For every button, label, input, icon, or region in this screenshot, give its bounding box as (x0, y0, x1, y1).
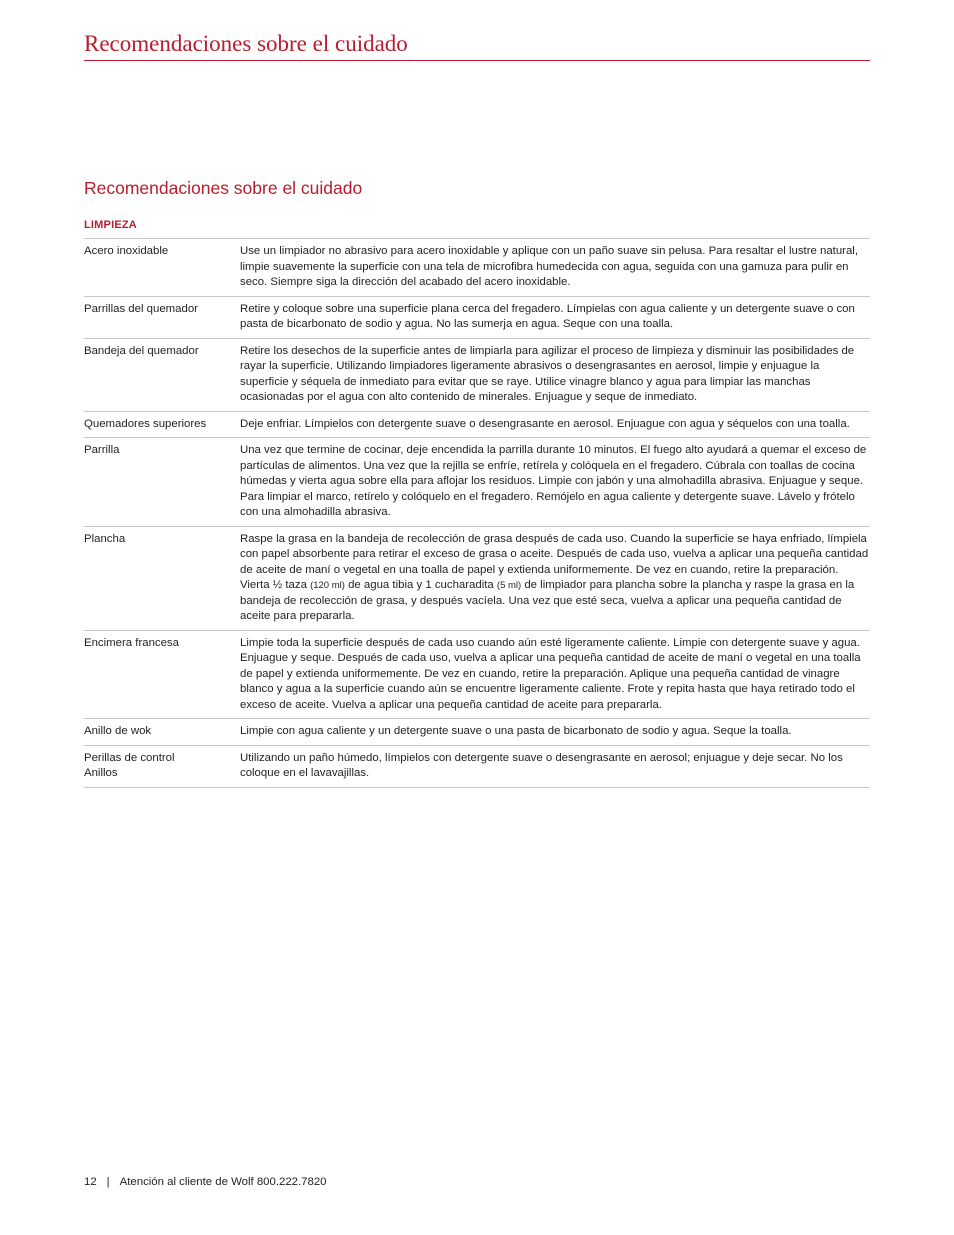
table-row (84, 297, 870, 339)
subsection-title: LIMPIEZA (84, 219, 137, 231)
page-title: Recomendaciones sobre el cuidado (84, 31, 408, 56)
desc-text: de limpiador para plancha sobre la plancha y raspe la grasa en la bandeja de recolección de grasa, y después vacíela. Una vez que esté seca, vuelva a aplicar una pequeña cantidad de aceite para prepararla. (240, 579, 855, 622)
row-label: Anillo de wok (84, 725, 152, 737)
row-label-line: Perillas de control (84, 751, 175, 764)
row-description: Utilizando un paño húmedo, límpielos con detergente suave o desengrasante en aerosol; enjuague y deje secar. No los coloque en el lavavajillas. (240, 751, 843, 779)
desc-text: de agua tibia y 1 cucharadita (344, 579, 497, 591)
page-number: 12 (84, 1176, 97, 1188)
table-row (84, 438, 870, 527)
row-description: Limpie toda la superficie después de cada uso cuando aún esté ligeramente caliente. Limpie con detergente suave y agua. Enjuague y seque. Después de cada uso, vuelva a aplicar una pequeña cantidad de aceite de maní o vegetal en una toalla de papel y extienda uniformemente. De vez en cuando, retire la preparación. Aplique una pequeña cantidad de vinagre blanco y agua a la superficie cuando aún se encuentre ligeramente caliente. Frote y repita hasta que haya retirado todo el exceso de aceite. Vuelva a aplicar una pequeña cantidad de aceite para prepararla. (240, 636, 861, 711)
row-description: Limpie con agua caliente y un detergente suave o una pasta de bicarbonato de sodio y agua. Seque la toalla. (240, 725, 792, 737)
table-row (84, 719, 870, 746)
page-header (84, 30, 870, 61)
customer-service-text: Atención al cliente de Wolf 800.222.7820 (119, 1176, 327, 1188)
row-label-line: Anillos (84, 767, 118, 779)
row-description (240, 532, 870, 625)
measure-text: (5 ml) (496, 580, 522, 591)
table-row (84, 746, 870, 788)
care-table (84, 238, 870, 788)
row-description: Deje enfriar. Límpielos con detergente suave o desengrasante en aerosol. Enjuague con agua y séquelos con una toalla. (240, 417, 850, 430)
table-row (84, 631, 870, 720)
desc-text: Raspe la grasa en la bandeja de recolección de grasa después de cada uso. Cuando la superficie se haya enfriado, límpiela con papel absorbente para retirar el exceso de grasa o aceite. Después de cada uso, vuelva a aplicar una pequeña cantidad de aceite de maní o vegetal en una toalla de papel y extienda uniformemente. De vez en cuando, retire la preparación. Vierta ½ taza (240, 532, 869, 591)
row-label: Parrillas del quemador (84, 302, 198, 315)
row-description: Una vez que termine de cocinar, deje encendida la parrilla durante 10 minutos. El fuego alto ayudará a quemar el exceso de partículas de alimentos. Una vez que la rejilla se enfríe, retírela y colóquela en el fregadero. Cúbrala con toallas de cocina húmedas y vierta agua sobre ella para aflojar los residuos. Limpie con jabón y una almohadilla abrasiva. Enjuague y seque. Para limpiar el marco, retírelo y colóquelo en el fregadero. Remójelo en agua caliente y detergente suave. Lávelo y frótelo con una almohadilla abrasiva. (240, 444, 867, 518)
row-description: Retire y coloque sobre una superficie plana cerca del fregadero. Límpielas con agua caliente y un detergente suave o con pasta de bicarbonato de sodio y agua. No las sumerja en agua. Seque con una toalla. (240, 302, 855, 330)
measure-text: (120 ml) (310, 580, 345, 591)
row-description: Use un limpiador no abrasivo para acero inoxidable y aplique con un paño suave sin pelusa. Para resaltar el lustre natural, limpie suavemente la superficie con una tela de microfibra humedecida con agua, seguida con una gamuza para pulir en seco. Siempre siga la dirección del acabado del acero inoxidable. (240, 245, 858, 288)
table-row (84, 412, 870, 439)
table-row (84, 527, 870, 631)
section-title: Recomendaciones sobre el cuidado (84, 178, 363, 198)
row-label: Bandeja del quemador (84, 344, 199, 357)
table-row (84, 339, 870, 412)
row-label: Acero inoxidable (84, 245, 169, 257)
page-footer (84, 1176, 327, 1188)
footer-separator: | (106, 1176, 110, 1188)
row-label: Plancha (84, 532, 126, 545)
row-label (84, 751, 240, 782)
table-row (84, 239, 870, 297)
row-description: Retire los desechos de la superficie antes de limpiarla para agilizar el proceso de limpieza y disminuir las posibilidades de rayar la superficie. Utilizando limpiadores ligeramente abrasivos o desengrasantes en aerosol, limpie y enjuague la superficie y séquela de inmediato para evitar que se raye. Utilice vinagre blanco y agua para limpiar las manchas ocasionadas por el agua con alto contenido de minerales. Enjuague y seque de inmediato. (240, 344, 855, 403)
row-label: Quemadores superiores (84, 417, 207, 430)
row-label: Encimera francesa (84, 636, 179, 649)
row-label: Parrilla (84, 444, 120, 456)
